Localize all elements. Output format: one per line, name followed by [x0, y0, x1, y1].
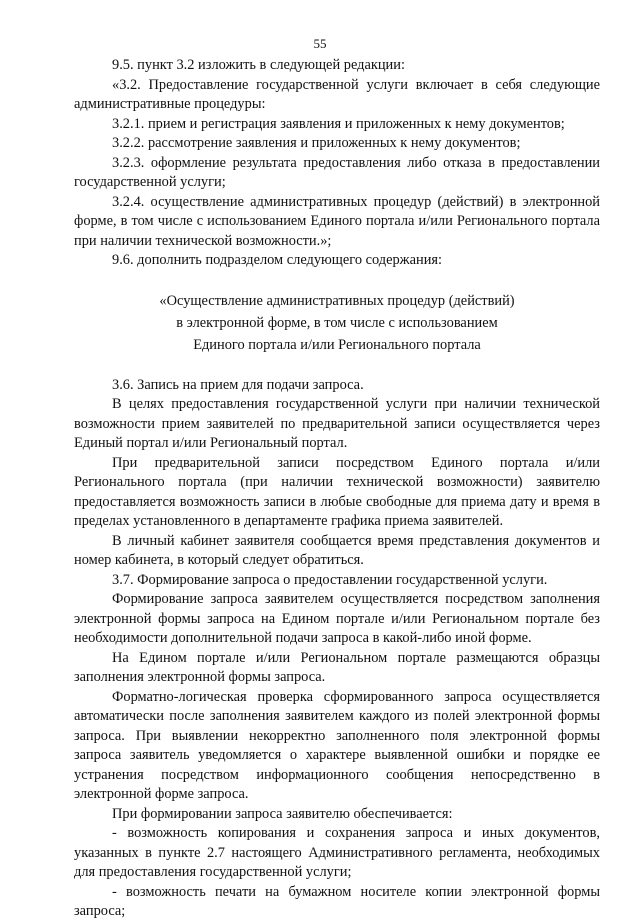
paragraph-3-2-4: 3.2.4. осуществление административных процедур (действий) в электронной форме, в том числе с использованием Единого портала и/или Регионального портала при наличии технической возможности.»; [74, 193, 600, 249]
paragraph: При формировании запроса заявителю обеспечивается: [112, 805, 453, 822]
page-number: 55 [313, 36, 327, 51]
spacer [74, 356, 600, 376]
paragraph-3-2: «3.2. Предоставление государственной услуги включает в себя следующие административные процедуры: [74, 76, 600, 112]
paragraph-3-6: 3.6. Запись на прием для подачи запроса. [112, 376, 364, 393]
list-item: - возможность печати на бумажном носителе копии электронной формы запроса; [74, 883, 600, 919]
paragraph-3-2-2: 3.2.2. рассмотрение заявления и приложенных к нему документов; [112, 135, 521, 151]
section-heading-line: Единого портала и/или Регионального портала [193, 336, 481, 353]
paragraph-3-2-3: 3.2.3. оформление результата предоставления либо отказа в предоставлении государственной услуги; [74, 154, 600, 190]
paragraph-3-7: 3.7. Формирование запроса о предоставлении государственной услуги. [112, 571, 548, 588]
document-body [74, 56, 600, 922]
paragraph: При предварительной записи посредством Единого портала и/или Регионального портала (при наличии технической возможности) заявителю предоставляется возможность записи в любые свободные для приема дату и время в пределах установленного в департаменте графика приема заявителей. [74, 454, 600, 529]
section-heading [74, 290, 600, 356]
paragraph: На Едином портале и/или Региональном портале размещаются образцы заполнения электронной формы запроса. [74, 649, 600, 685]
paragraph: В личный кабинет заявителя сообщается время представления документов и номер кабинета, в который следует обратиться. [74, 532, 600, 568]
paragraph: Форматно-логическая проверка сформированного запроса осуществляется автоматически после заполнения заявителем каждого из полей электронной формы запроса. При выявлении некорректно заполненного поля электронной формы запроса заявитель уведомляется о характере выявленной ошибки и порядке ее устранения посредством информационного сообщения непосредственно в электронной форме запроса. [74, 688, 600, 802]
paragraph-9-6: 9.6. дополнить подразделом следующего содержания: [112, 252, 443, 268]
paragraph-3-2-1: 3.2.1. прием и регистрация заявления и приложенных к нему документов; [112, 115, 565, 132]
paragraph: Формирование запроса заявителем осуществляется посредством заполнения электронной формы запроса на Едином портале и/или Региональном портале без необходимости дополнительной подачи запроса в какой-либо иной форме. [74, 591, 600, 646]
section-heading-line: «Осуществление административных процедур (действий) [159, 292, 515, 309]
spacer [74, 271, 600, 290]
list-item: - возможность копирования и сохранения запроса и иных документов, указанных в пункте 2.7 настоящего Административного регламента, необходимых для предоставления государственной услуги; [74, 825, 600, 880]
paragraph: В целях предоставления государственной услуги при наличии технической возможности прием заявителей по предварительной записи осуществляется через Единый портал и/или Региональный портал. [74, 396, 600, 451]
section-heading-line: в электронной форме, в том числе с использованием [176, 314, 498, 331]
paragraph-9-5: 9.5. пункт 3.2 изложить в следующей редакции: [112, 57, 405, 73]
